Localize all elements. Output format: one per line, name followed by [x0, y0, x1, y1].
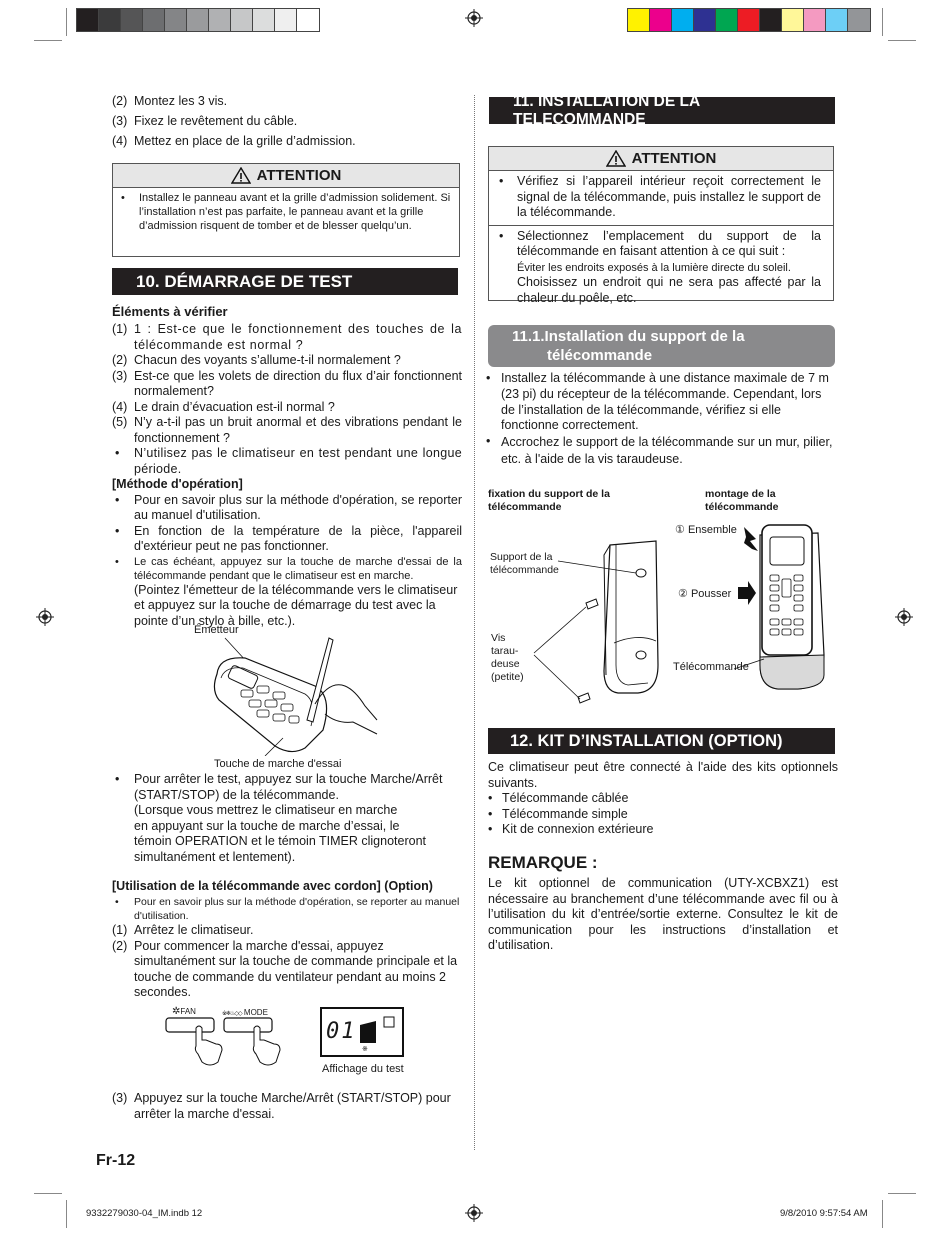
warning-icon	[231, 167, 251, 184]
registration-mark-icon	[36, 608, 54, 626]
color-swatch	[738, 9, 760, 31]
list-item: (5) N’y a-t-il pas un bruit anormal et des vibrations pendant le fonctionnement ?	[112, 415, 462, 445]
list-item: (3) Appuyez sur la touche Marche/Arrêt (START/STOP) pour arrêter la marche d'essai.	[112, 1091, 451, 1121]
figure-right-title: montage de la télécommande	[705, 488, 779, 513]
color-swatch	[121, 9, 143, 31]
attention-header: ATTENTION	[489, 147, 833, 171]
color-swatch	[187, 9, 209, 31]
color-swatch	[209, 9, 231, 31]
display-caption: Affichage du test	[322, 1063, 404, 1075]
list-item: (3) Est-ce que les volets de direction du flux d’air fonctionnent normalement?	[112, 368, 462, 398]
emitter-label: Émetteur	[194, 624, 239, 636]
test-display-digits: 01	[326, 1019, 357, 1044]
color-swatch	[231, 9, 253, 31]
attention-box	[112, 163, 460, 257]
gray-color-bar	[76, 8, 320, 32]
crop-mark	[882, 8, 883, 36]
color-swatch	[99, 9, 121, 31]
wired-remote-steps	[112, 896, 462, 1001]
registration-mark-icon	[465, 9, 483, 27]
section-11-1-heading: 11.1.Installation du support de la télécommande	[488, 325, 835, 367]
top-steps	[112, 94, 462, 150]
list-item: • Télécommande câblée	[488, 791, 629, 805]
list-item: (1) Arrêtez le climatiseur.	[112, 923, 254, 937]
list-item: • En fonction de la température de la pièce, l'appareil d'extérieur peut ne pas fonctionner.	[115, 523, 462, 553]
list-item: • Pour en savoir plus sur la méthode d'opération, se reporter au manuel d'utilisation.	[115, 492, 462, 522]
test-key-label: Touche de marche d'essai	[214, 758, 342, 770]
section-10-heading: 10. DÉMARRAGE DE TEST	[112, 268, 458, 295]
color-swatch	[782, 9, 804, 31]
color-swatch	[650, 9, 672, 31]
crop-mark	[34, 40, 62, 41]
page-number: Fr-12	[96, 1152, 136, 1169]
fan-mode-buttons-illustration	[160, 1016, 290, 1070]
list-item: (1) 1 : Est-ce que le fonctionnement des touches de la télécommande est normal ?	[112, 322, 462, 352]
color-swatch	[143, 9, 165, 31]
method-heading: [Méthode d'opération]	[112, 477, 243, 491]
list-item: (2) Pour commencer la marche d'essai, appuyez simultanément sur la touche de commande principale et la touche de commande du ventilateur pendant au moins 2 secondes.	[112, 938, 458, 999]
final-step	[112, 1091, 462, 1122]
list-item: • Télécommande simple	[488, 806, 628, 821]
remote-test-illustration	[205, 634, 385, 756]
remark-heading: REMARQUE :	[488, 853, 598, 872]
support-label: Support de la télécommande	[490, 551, 559, 576]
list-item: • Kit de connexion extérieure	[488, 822, 654, 836]
column-divider	[474, 95, 475, 1150]
section-12-body	[488, 760, 838, 838]
svg-text:※: ※	[362, 1046, 368, 1051]
list-item: • Pour arrêter le test, appuyez sur la touche Marche/Arrêt (START/STOP) de la télécommande.	[115, 772, 443, 802]
footer-date: 9/8/2010 9:57:54 AM	[780, 1208, 868, 1219]
stop-instructions: • Pour arrêter le test, appuyez sur la touche Marche/Arrêt (START/STOP) de la télécommande. (Lorsque vous mettrez le climatiseur en marche en appuyant sur la touche de marche d’essai, le témoin OPERATION et le témoin TIMER clignoteront simultanément et lentement).	[112, 772, 462, 865]
pousser-label: ② Pousser	[678, 588, 732, 600]
list-item: (4) Mettez en place de la grille d’admission.	[112, 134, 356, 148]
list-item: • N’utilisez pas le climatiseur en test pendant une longue période.	[115, 446, 462, 476]
list-item: • Le cas échéant, appuyez sur la touche de marche d'essai de la télécommande pendant que le climatiseur est en marche.	[115, 555, 462, 582]
registration-mark-icon	[465, 1204, 483, 1222]
crop-mark	[66, 1200, 67, 1228]
color-swatch	[804, 9, 826, 31]
mode-button-label: ※❄♨◇◇ MODE	[222, 1008, 268, 1017]
color-swatch	[716, 9, 738, 31]
list-item: (4) Le drain d’évacuation est-il normal ?	[112, 399, 335, 414]
list-item: (2) Montez les 3 vis.	[112, 94, 228, 108]
attention-item: • Vérifiez si l’appareil intérieur reçoit correctement le signal de la télécommande, puis installez le support de la télécommande.	[489, 171, 833, 226]
list-item: (3) Fixez le revêtement du câble.	[112, 114, 298, 128]
checklist-subheading: Éléments à vérifier	[112, 304, 228, 319]
test-display	[320, 1007, 404, 1057]
section-11-heading: 11. INSTALLATION DE LA TELECOMMANDE	[489, 97, 835, 124]
section-12-intro: Ce climatiseur peut être connecté à l'aide des kits optionnels suivants.	[488, 760, 838, 790]
color-swatch	[848, 9, 870, 31]
remote-holder-illustration	[488, 515, 838, 710]
crop-mark	[66, 8, 67, 36]
screw-label: Vis tarau- deuse (petite)	[491, 632, 524, 683]
registration-mark-icon	[895, 608, 913, 626]
attention-item: • Sélectionnez l’emplacement du support de la télécommande en faisant attention à ce qui suit : Éviter les endroits exposés à la lumière directe du soleil. Choisissez un endroit qui ne sera pas affecté par la chaleur du poêle, etc.	[499, 228, 821, 305]
attention-text: • Installez le panneau avant et la grille d’admission solidement. Si l’installation n’est pas parfaite, le panneau avant et la grille d’admission risquent de tomber et de blesser quelqu’un.	[121, 192, 451, 232]
figure-left-title: fixation du support de la télécommande	[488, 488, 610, 513]
list-item: • Installez la télécommande à une distance maximale de 7 m (23 pi) du récepteur de la télécommande. Cependant, lors de l’installation de la télécommande, vérifiez si elle fonctionne correctement.	[486, 371, 829, 433]
checklist	[112, 322, 462, 629]
color-swatch	[628, 9, 650, 31]
crop-mark	[888, 1193, 916, 1194]
list-item: • Pour en savoir plus sur la méthode d'opération, se reporter au manuel d'utilisation.	[115, 896, 460, 922]
process-color-bar	[627, 8, 871, 32]
color-swatch	[165, 9, 187, 31]
wired-remote-heading: [Utilisation de la télécommande avec cordon] (Option)	[112, 879, 433, 893]
remote-label: Télécommande	[673, 661, 749, 673]
color-swatch	[760, 9, 782, 31]
crop-mark	[888, 40, 916, 41]
list-item: (2) Chacun des voyants s’allume-t-il normalement ?	[112, 353, 401, 367]
list-item: • Accrochez le support de la télécommande sur un mur, pilier, etc. à l'aide de la vis taraudeuse.	[486, 434, 833, 467]
color-swatch	[253, 9, 275, 31]
warning-icon	[606, 150, 626, 167]
attention-box	[488, 146, 834, 305]
section-11-1-bullets	[486, 371, 836, 468]
color-swatch	[297, 9, 319, 31]
color-swatch	[694, 9, 716, 31]
crop-mark	[34, 1193, 62, 1194]
ensemble-label: ① Ensemble	[675, 524, 737, 536]
attention-header: ATTENTION	[113, 164, 459, 188]
crop-mark	[882, 1200, 883, 1228]
color-swatch	[275, 9, 297, 31]
color-swatch	[672, 9, 694, 31]
color-swatch	[826, 9, 848, 31]
color-swatch	[77, 9, 99, 31]
display-fan-icon	[356, 1015, 402, 1051]
method-note: (Pointez l'émetteur de la télécommande vers le climatiseur et appuyez sur la touche de démarrage du test avec la pointe d’un stylo à bille, etc.).	[134, 582, 458, 628]
remark-text: Le kit optionnel de communication (UTY-XCBXZ1) est nécessaire au branchement d’une télécommande avec fil ou à l’utilisation du kit d’entrée/sortie externe. Consultez le kit de communication pour les instructions d’installation et d’utilisation.	[488, 876, 838, 952]
footer-file: 9332279030-04_IM.indb 12	[86, 1208, 203, 1219]
section-12-heading: 12. KIT D’INSTALLATION (OPTION)	[488, 728, 835, 754]
fan-button-label: ✲FAN	[172, 1006, 196, 1017]
